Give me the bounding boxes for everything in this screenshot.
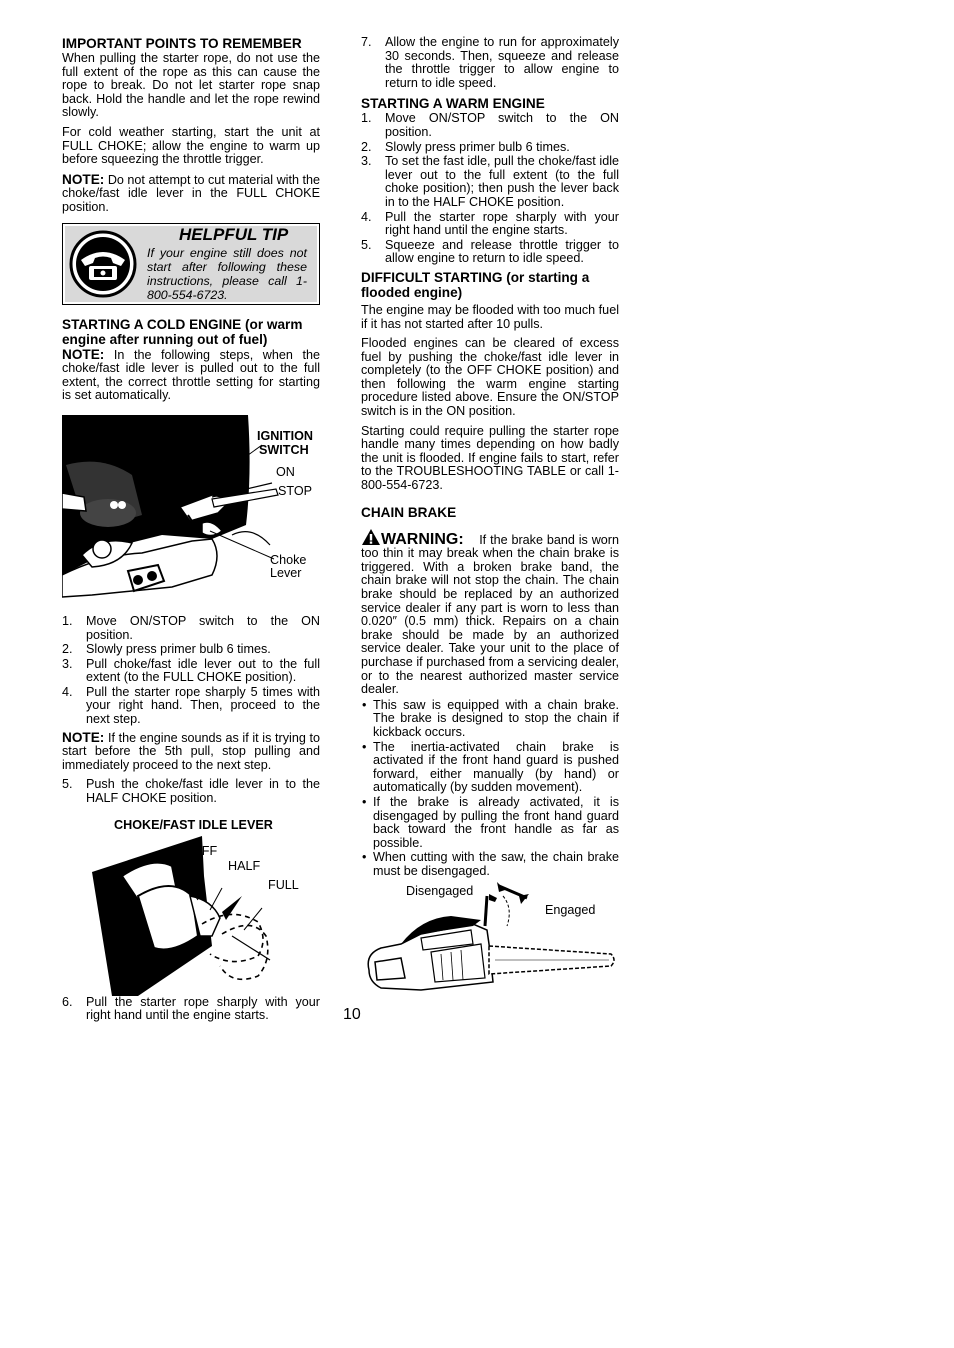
chain-brake-figure bbox=[361, 882, 619, 1002]
telephone-icon bbox=[67, 230, 139, 298]
stop-label: STOP bbox=[278, 483, 313, 498]
page-number: 10 bbox=[343, 1006, 361, 1023]
switch-label: SWITCH bbox=[259, 442, 309, 457]
note-3-text: If the engine sounds as if it is trying to start before the 5th pull, stop pulling and immediately proceed to the next step. bbox=[62, 730, 321, 772]
difficult-starting-heading: DIFFICULT STARTING (or starting a flooded engine) bbox=[361, 269, 590, 300]
difficult-paragraph-2: Flooded engines can be cleared of excess fuel by pushing the choke/fast idle lever in completely (to the OFF CHOKE position) and then following the warm engine starting procedure listed above. Ensure the ON/STOP switch is in the ON position. bbox=[361, 336, 619, 419]
cold-engine-heading: STARTING A COLD ENGINE (or warm engine after running out of fuel) bbox=[62, 316, 303, 347]
list-item: 4. Pull the starter rope sharply 5 times with your right hand. Then, proceed to the next step. bbox=[62, 684, 320, 727]
important-paragraph-1: When pulling the starter rope, do not use the full extent of the rope as this can cause the rope to break. Do not let starter rope snap back. Hold the handle and let the rope rewind slowly. bbox=[62, 51, 320, 120]
engaged-label: Engaged bbox=[545, 903, 596, 918]
ignition-label: IGNITION bbox=[257, 428, 313, 443]
important-paragraph-2: For cold weather starting, start the unit at FULL CHOKE; allow the engine to warm up before squeezing the throttle trigger. bbox=[62, 124, 320, 167]
list-item: 2. Slowly press primer bulb 6 times. bbox=[361, 139, 570, 154]
list-item: 1. Move ON/STOP switch to the ON position. bbox=[62, 613, 320, 642]
list-item: 2. Slowly press primer bulb 6 times. bbox=[62, 642, 271, 657]
list-item: 6. Pull the starter rope sharply with your right hand until the engine starts. bbox=[62, 994, 320, 1023]
list-item: 1. Move ON/STOP switch to the ON position. bbox=[361, 111, 619, 139]
chain-brake-bullets bbox=[361, 699, 619, 879]
list-item: • When cutting with the saw, the chain brake must be disengaged. bbox=[362, 850, 619, 878]
helpful-tip-title: HELPFUL TIP bbox=[179, 224, 289, 244]
cold-step-6 bbox=[62, 996, 320, 1023]
note-2 bbox=[62, 348, 320, 403]
chain-brake-heading: CHAIN BRAKE bbox=[361, 504, 457, 520]
cold-step-7 bbox=[361, 36, 619, 90]
list-item: 5. Push the choke/fast idle lever in to the HALF CHOKE position. bbox=[62, 777, 320, 806]
off-label: OFF bbox=[192, 843, 218, 858]
list-item: 5. Squeeze and release throttle trigger to allow engine to return to idle speed. bbox=[361, 237, 619, 266]
disengaged-label: Disengaged bbox=[406, 884, 474, 899]
helpful-tip-text: If your engine still does not start after following these instructions, please call 1-800-554-6723. bbox=[147, 245, 307, 302]
important-heading: IMPORTANT POINTS TO REMEMBER bbox=[62, 36, 302, 51]
list-item: 7. Allow the engine to run for approximately 30 seconds. Then, squeeze and release the throttle trigger to allow engine to return to idle speed. bbox=[361, 35, 619, 90]
note-label: NOTE: bbox=[62, 171, 105, 187]
warning-text: If the brake band is worn too thin it may break when the chain brake is triggered. With a broken brake band, the chain brake will not stop the chain. The chain brake should be replaced by an authorized service dealer if any part is worn to less than 0.020″ (0.5 mm) thick. Repairs on a chain brake should be made by an authorized service dealer. Take your unit to the place of purchase if purchased from a servicing dealer, or to the nearest authorized master service dealer. bbox=[361, 532, 619, 697]
list-item: • The inertia-activated chain brake is activated if the front hand guard is pushed forward, either manually (by hand) or automatically (by sudden movement). bbox=[362, 739, 619, 795]
note-1-text: Do not attempt to cut material with the choke/fast idle lever in the FULL CHOKE position. bbox=[62, 172, 320, 214]
list-item: • If the brake is already activated, it is disengaged by pulling the front hand guard back toward the front handle as far as possible. bbox=[362, 794, 619, 850]
choke-lever-figure bbox=[62, 818, 320, 996]
difficult-paragraph-1: The engine may be flooded with too much fuel if it has not started after 10 pulls. bbox=[361, 302, 619, 331]
choke-lever-illustration bbox=[62, 836, 320, 996]
full-label: FULL bbox=[268, 877, 299, 892]
warning-label: WARNING: bbox=[381, 530, 464, 548]
on-label: ON bbox=[276, 464, 295, 479]
list-item: 3. To set the fast idle, pull the choke/fast idle lever out to the full extent (to the full choke position); then push the lever back in to the HALF CHOKE position. bbox=[361, 154, 619, 209]
warning-triangle-icon bbox=[361, 528, 381, 546]
half-label: HALF bbox=[228, 858, 261, 873]
choke-label: Choke bbox=[270, 552, 307, 567]
cold-step-5 bbox=[62, 778, 320, 805]
note-1 bbox=[62, 173, 320, 215]
note-label: NOTE: bbox=[62, 346, 105, 362]
warm-steps-list bbox=[361, 112, 619, 266]
right-column bbox=[361, 36, 619, 1002]
left-column bbox=[62, 36, 320, 1027]
chainsaw-illustration bbox=[361, 882, 619, 1002]
difficult-paragraph-3: Starting could require pulling the starter rope handle many times depending on how badly the unit is flooded. If engine fails to start, refer to the TROUBLESHOOTING TABLE or call 1-800-554-6723. bbox=[361, 423, 619, 493]
note-3 bbox=[62, 731, 320, 773]
list-item: 4. Pull the starter rope sharply with your right hand until the engine starts. bbox=[361, 209, 619, 238]
note-label: NOTE: bbox=[62, 729, 105, 745]
warm-engine-heading: STARTING A WARM ENGINE bbox=[361, 96, 545, 112]
choke-fast-idle-title: CHOKE/FAST IDLE LEVER bbox=[114, 817, 273, 832]
warning-paragraph bbox=[361, 528, 619, 697]
list-item: 3. Pull choke/fast idle lever out to the full extent (to the FULL CHOKE position). bbox=[62, 656, 320, 685]
cold-steps-list bbox=[62, 615, 320, 727]
note-2-text: In the following steps, when the choke/fast idle lever is pulled out to the full extent, the correct throttle setting for starting is set automatically. bbox=[62, 347, 320, 403]
helpful-tip-box bbox=[62, 223, 320, 305]
list-item: • This saw is equipped with a chain brake. The brake is designed to stop the chain if kickback occurs. bbox=[362, 697, 619, 739]
ignition-switch-figure bbox=[62, 415, 320, 607]
lever-label: Lever bbox=[270, 565, 302, 580]
